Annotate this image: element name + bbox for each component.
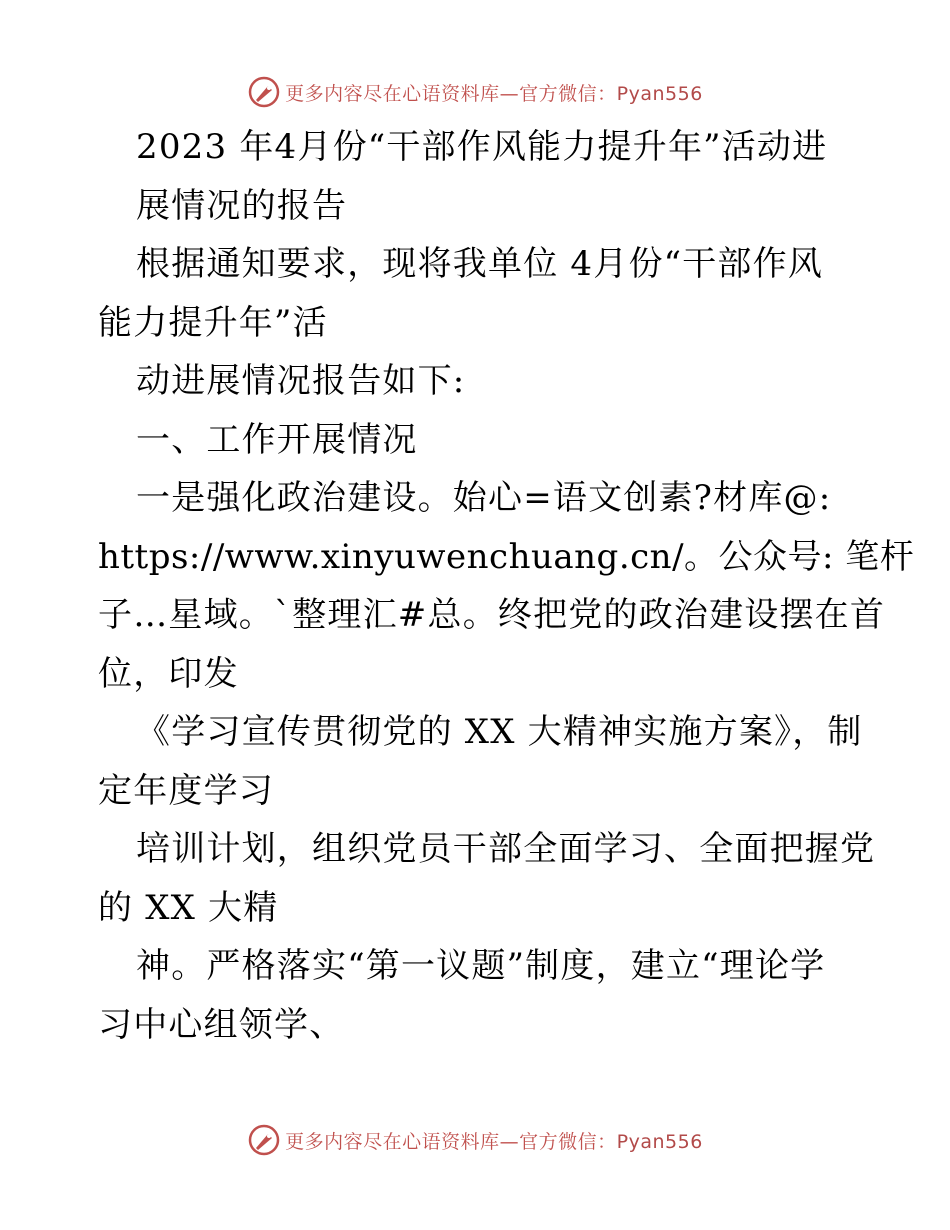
url-line: https://www.xinyuwenchuang.cn/。公众号: 笔杆 [98, 536, 915, 577]
paragraph-line: 子…星域。`整理汇#总。终把党的政治建设摆在首 [98, 595, 886, 635]
pen-nib-logo-icon [247, 75, 281, 109]
document-body [98, 118, 915, 1054]
title-line-1: 2023 年4月份“干部作风能力提升年”活动进 [136, 127, 828, 167]
paragraph-line: 根据通知要求，现将我单位 4月份“干部作风 [136, 244, 824, 284]
paragraph-line: 一是强化政治建设。始心=语文创素?材库@: [136, 478, 832, 518]
paragraph-line: 能力提升年”活 [98, 302, 328, 343]
paragraph-line: 位，印发 [98, 653, 239, 694]
paragraph-line: 动进展情况报告如下: [136, 361, 466, 401]
watermark-text: 更多内容尽在心语资料库—官方微信：Pyan556 [285, 82, 703, 105]
paragraph-line: 习中心组领学、 [98, 1004, 345, 1045]
watermark-text: 更多内容尽在心语资料库—官方微信：Pyan556 [285, 1130, 703, 1153]
watermark-footer [0, 1118, 950, 1162]
paragraph-line: 定年度学习 [98, 770, 274, 811]
watermark-header [0, 70, 950, 114]
paragraph-line: 《学习宣传贯彻党的 XX 大精神实施方案》，制 [136, 712, 863, 752]
paragraph-line: 神。严格落实“第一议题”制度，建立“理论学 [136, 946, 826, 986]
pen-nib-logo-icon [247, 1123, 281, 1157]
title-line-2: 展情况的报告 [136, 185, 348, 226]
paragraph-line: 培训计划，组织党员干部全面学习、全面把握党 [136, 829, 876, 869]
section-heading: 一、工作开展情况 [136, 419, 418, 460]
paragraph-line: 的 XX 大精 [98, 887, 279, 928]
